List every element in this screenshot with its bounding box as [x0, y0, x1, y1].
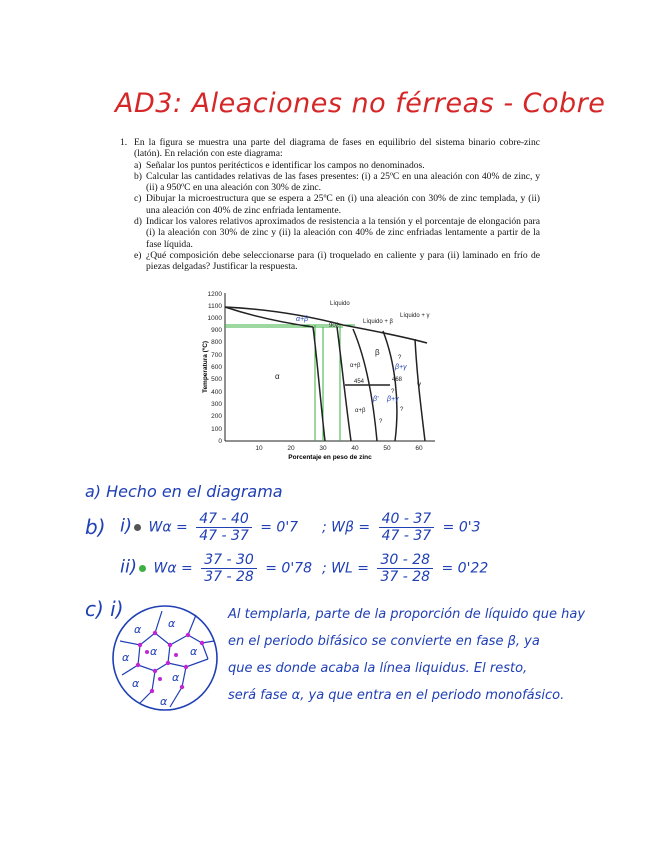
item-label: c): [134, 193, 142, 205]
item-text: Indicar los valores relativos aproximados de resistencia a la tensión y el porcentaje de elongación para (i) la aleación con 30% de zinc y (ii) la aleación con 40% de zinc enfriadas lentamente a partir de la fase líquida.: [146, 216, 540, 250]
y-tick: 900: [211, 327, 222, 334]
answer-b-i-beta: [322, 511, 480, 544]
item-label: e): [134, 249, 142, 261]
answer-b-ii-liquid: [322, 552, 488, 585]
label-alpha: α: [275, 372, 280, 381]
y-tick: 300: [211, 401, 222, 408]
gamma-boundary: [383, 331, 397, 441]
marker-icon: [139, 565, 146, 572]
item-label: a): [134, 159, 142, 171]
fraction-den: 47 - 37: [381, 528, 432, 544]
answer-b-label: b): [85, 515, 106, 539]
fraction: [377, 552, 433, 585]
label-question: ?: [391, 389, 395, 395]
question-block: [120, 137, 540, 273]
fraction-den: 47 - 37: [199, 528, 249, 544]
w-l-symbol: WL =: [331, 560, 369, 577]
x-tick: 60: [415, 445, 423, 452]
microstructure-sketch: [110, 603, 220, 713]
question-number: 1.: [120, 137, 128, 148]
answer-c-line: Al templarla, parte de la proporción de líquido que hay: [228, 607, 586, 622]
x-tick: 20: [287, 445, 295, 452]
answer-c-label: c) i): [85, 597, 124, 621]
item-label: d): [134, 216, 142, 228]
hw-label-beta-gamma: β+γ: [395, 364, 407, 371]
label-question: ?: [379, 419, 383, 425]
label-question: ?: [400, 407, 404, 413]
label-beta: β: [375, 348, 380, 357]
x-tick: 50: [383, 445, 391, 452]
answer-c-line: será fase α, ya que entra en el periodo monofásico.: [228, 688, 565, 703]
y-tick: 500: [211, 376, 222, 383]
beta-boundary-left: [337, 327, 351, 441]
answer-b-i-alpha: [120, 511, 298, 544]
y-tick: 400: [211, 389, 222, 396]
w-alpha-symbol: Wα =: [148, 519, 188, 536]
y-tick: 1200: [207, 291, 222, 298]
fraction-den: 37 - 28: [204, 569, 254, 585]
phase-diagram: [195, 287, 455, 467]
alpha-symbol: α: [134, 623, 142, 636]
hw-label-beta-prime: β': [373, 396, 379, 403]
alpha-symbol: α: [172, 671, 180, 684]
y-tick: 700: [211, 352, 222, 359]
sub-label: i): [120, 515, 133, 537]
fraction-den: 37 - 28: [380, 569, 431, 585]
hw-label-beta-gamma: β+γ: [387, 396, 399, 403]
y-tick: 100: [211, 426, 222, 433]
fraction: [379, 511, 435, 544]
w-alpha-symbol: Wα =: [153, 560, 193, 577]
alpha-symbol: α: [122, 651, 130, 664]
label-alpha-beta: α+β: [350, 363, 361, 369]
y-tick: 0: [218, 438, 222, 445]
marker-icon: [134, 524, 141, 531]
label-gamma: γ: [417, 380, 421, 389]
fraction-num: 30 - 28: [377, 552, 433, 569]
sub-label: ii): [120, 556, 138, 578]
y-tick: 800: [211, 339, 222, 346]
label-liq-beta: Líquido + β: [363, 319, 393, 325]
label-alpha-beta: α+β: [355, 408, 366, 414]
result: = 0'7: [260, 519, 299, 536]
fraction-num: 47 - 40: [196, 511, 252, 528]
alpha-symbol: α: [168, 617, 176, 630]
alpha-symbol: α: [150, 645, 158, 658]
label-question: ?: [398, 355, 402, 361]
label-902: 902: [329, 323, 340, 329]
answer-c-line: que es donde acaba la línea liquidus. El resto,: [228, 661, 528, 676]
item-text: Calcular las cantidades relativas de las fases presentes: (i) a 25ºC en una aleación con 40% de zinc, y (ii) a 950ºC en una aleación con 30% de zinc.: [146, 170, 540, 194]
fraction-num: 37 - 30: [201, 552, 257, 569]
w-beta-symbol: Wβ =: [331, 519, 371, 536]
x-tick: 10: [255, 445, 263, 452]
item-text: Dibujar la microestructura que se espera a 25ºC en (i) una aleación con 30% de zinc templada, y (ii) una aleación con 40% de zinc enfriada lentamente.: [146, 193, 540, 216]
y-tick: 600: [211, 364, 222, 371]
alpha-symbol: α: [160, 695, 168, 708]
answer-a: a) Hecho en el diagrama: [85, 482, 283, 501]
result: = 0'3: [442, 519, 481, 536]
separator: ;: [322, 519, 327, 536]
label-468: 468: [392, 377, 403, 383]
label-liq-gamma: Líquido + γ: [400, 313, 430, 319]
result: = 0'78: [265, 560, 313, 577]
alpha-symbol: α: [132, 677, 140, 690]
x-tick: 30: [319, 445, 327, 452]
item-text: Señalar los puntos peritécticos e identificar los campos no denominados.: [146, 159, 425, 171]
question-intro: En la figura se muestra una parte del diagrama de fases en equilibrio del sistema binario cobre-zinc (latón). En relación con este diagrama:: [134, 137, 540, 160]
label-liquid: Líquido: [330, 301, 350, 307]
fraction-num: 40 - 37: [379, 511, 435, 528]
y-axis-label: Temperatura (ºC): [202, 340, 209, 394]
fraction: [196, 511, 252, 544]
hw-label-alpha-beta: α+β: [296, 316, 309, 323]
separator: ;: [322, 560, 327, 577]
gamma-right-boundary: [415, 339, 425, 441]
page-title: AD3: Aleaciones no férreas - Cobre: [115, 88, 606, 119]
y-tick: 1100: [208, 303, 222, 310]
x-tick: 40: [351, 445, 359, 452]
alpha-symbol: α: [190, 645, 198, 658]
item-label: b): [134, 170, 142, 182]
answer-c-line: en el periodo bifásico se convierte en fase β, ya: [228, 634, 540, 649]
answer-b-ii-alpha: [120, 552, 312, 585]
y-tick: 200: [211, 413, 222, 420]
item-text: ¿Qué composición debe seleccionarse para (i) troquelado en caliente y para (ii) laminado en frío de piezas delgadas? Justificar la respuesta.: [146, 249, 540, 273]
result: = 0'22: [441, 560, 489, 577]
label-454: 454: [354, 379, 365, 385]
x-axis-label: Porcentaje en peso de zinc: [288, 454, 372, 461]
fraction: [201, 552, 257, 585]
y-tick: 1000: [207, 315, 222, 322]
